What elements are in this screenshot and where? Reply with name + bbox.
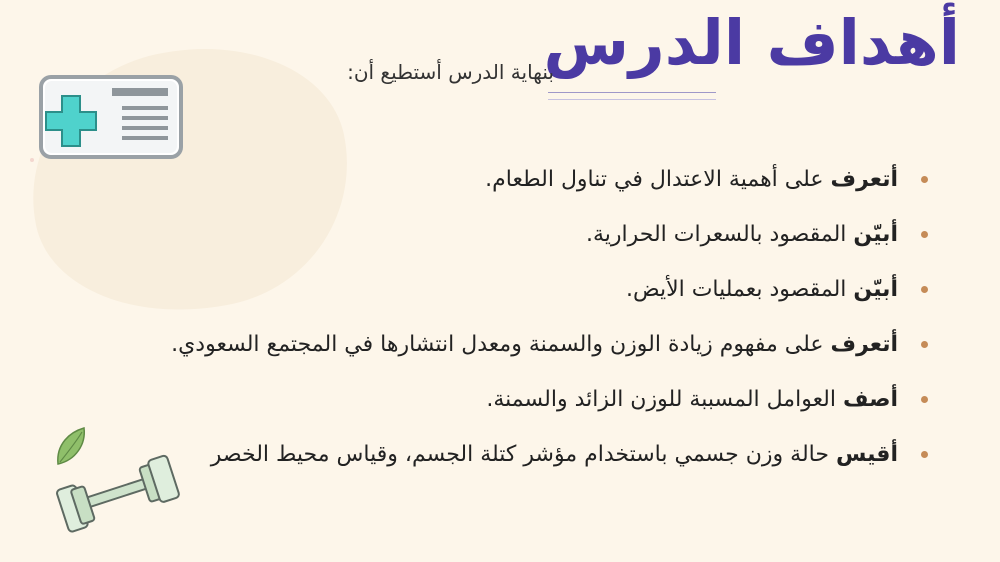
objective-verb: أقيس	[835, 442, 898, 467]
bullet-icon	[921, 396, 928, 403]
bullet-icon	[921, 231, 928, 238]
objective-item	[48, 164, 928, 219]
objective-text: العوامل المسببة للوزن الزائد والسمنة.	[486, 387, 843, 412]
bullet-icon	[921, 341, 928, 348]
page-subtitle: بنهاية الدرس أستطيع أن:	[347, 60, 554, 84]
objective-text: المقصود بعمليات الأيض.	[626, 277, 854, 302]
bullet-icon	[921, 451, 928, 458]
page-title: أهداف الدرس	[543, 6, 960, 79]
title-underline	[548, 92, 716, 100]
decor-dot	[30, 158, 34, 162]
objective-verb: أتعرف	[830, 332, 898, 357]
objective-text: حالة وزن جسمي باستخدام مؤشر كتلة الجسم، وقياس محيط الخصر	[210, 442, 836, 467]
objective-text: على أهمية الاعتدال في تناول الطعام.	[485, 167, 831, 192]
objective-item	[48, 384, 928, 439]
objective-item	[48, 439, 928, 494]
bullet-icon	[921, 286, 928, 293]
objective-text: على مفهوم زيادة الوزن والسمنة ومعدل انتشارها في المجتمع السعودي.	[171, 332, 831, 357]
objective-verb: أبيّن	[853, 222, 898, 247]
objective-verb: أتعرف	[830, 167, 898, 192]
objective-text: المقصود بالسعرات الحرارية.	[585, 222, 854, 247]
objective-item	[48, 219, 928, 274]
objective-item	[48, 329, 928, 384]
medical-card-icon	[38, 74, 184, 160]
bullet-icon	[921, 176, 928, 183]
objectives-list	[48, 164, 928, 494]
objective-verb: أبيّن	[853, 277, 898, 302]
objective-verb: أصف	[843, 387, 898, 412]
objective-item	[48, 274, 928, 329]
